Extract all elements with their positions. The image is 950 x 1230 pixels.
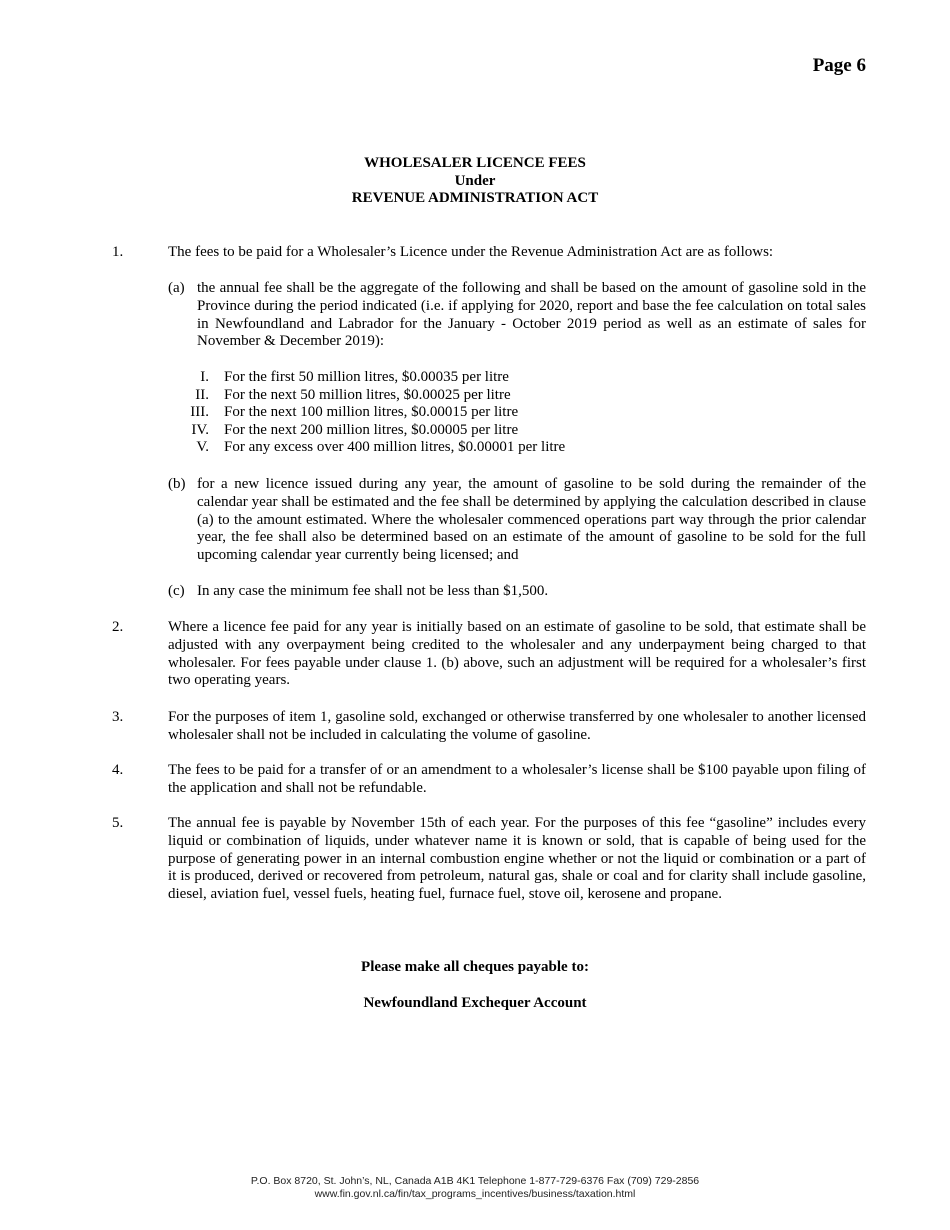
fee-tier [0, 422, 950, 440]
clause-text: In any case the minimum fee shall not be less than $1,500. [197, 583, 549, 599]
tier-numeral: I. [200, 369, 209, 385]
footer-url[interactable]: www.fin.gov.nl.ca/fin/tax_programs_incentives/business/taxation.html [314, 1188, 636, 1200]
tier-text: For the next 200 million litres, $0.00005 per litre [224, 421, 519, 438]
footer [0, 1175, 950, 1201]
fee-tier-list [0, 369, 950, 457]
document-title [0, 155, 950, 208]
tier-numeral: III. [190, 404, 209, 421]
item-number: 3. [112, 709, 124, 725]
footer-address: P.O. Box 8720, St. John’s, NL, Canada A1B 4K1 Telephone 1-877-729-6376 Fax (709) 729-2856 [250, 1175, 700, 1187]
page-number: Page 6 [812, 55, 866, 76]
item-text: The fees to be paid for a transfer of or an amendment to a wholesaler’s license shall be $100 payable upon filing of the application and shall not be refundable. [168, 762, 866, 796]
tier-text: For the first 50 million litres, $0.00035 per litre [224, 369, 509, 385]
payment-instruction: Please make all cheques payable to: [361, 959, 589, 975]
clause-label: (b) [168, 476, 186, 492]
payee-name: Newfoundland Exchequer Account [363, 995, 587, 1011]
item-number: 5. [112, 815, 124, 831]
title-line-2: Under [454, 172, 496, 189]
tier-text: For the next 100 million litres, $0.00015 per litre [224, 404, 519, 421]
clause-text: for a new licence issued during any year, the amount of gasoline to be sold during the remainder of the calendar year shall be estimated and the fee shall be determined by applying the calculation described in clause (a) to the amount estimated. Where the wholesaler commenced operations part way through the prior calendar year, the fee shall also be determined based on an estimate of the amount of gasoline to be sold for the full upcoming calendar year currently being licensed; and [197, 476, 866, 564]
clause-text: the annual fee shall be the aggregate of the following and shall be based on the amount of gasoline sold in the Province during the period indicated (i.e. if applying for 2020, report and base the fee calculation on total sales in Newfoundland and Labrador for the January - October 2019 period as well as an estimate of sales for November & December 2019): [197, 280, 866, 350]
item-text: Where a licence fee paid for any year is initially based on an estimate of gasoline to be sold, that estimate shall be adjusted with any overpayment being credited to the wholesaler and any underpayment being charged to that wholesaler. For fees payable under clause 1. (b) above, such an adjustment will be required for a wholesaler’s first two operating years. [168, 619, 866, 689]
tier-text: For any excess over 400 million litres, $0.00001 per litre [224, 439, 566, 456]
item-text: The fees to be paid for a Wholesaler’s Licence under the Revenue Administration Act are as follows: [168, 244, 774, 260]
item-number: 2. [112, 619, 124, 635]
clause-label: (c) [168, 583, 185, 599]
fee-tier [0, 404, 950, 422]
title-line-1: WHOLESALER LICENCE FEES [364, 155, 586, 171]
fee-tier [0, 369, 950, 387]
item-number: 4. [112, 762, 124, 778]
tier-text: For the next 50 million litres, $0.00025 per litre [224, 386, 511, 403]
fee-tier [0, 387, 950, 405]
title-line-3: REVENUE ADMINISTRATION ACT [351, 190, 599, 206]
item-number: 1. [112, 244, 124, 260]
tier-numeral: IV. [191, 421, 209, 438]
tier-numeral: V. [196, 439, 209, 456]
tier-numeral: II. [195, 386, 209, 403]
item-text: The annual fee is payable by November 15th of each year. For the purposes of this fee “gasoline” includes every liquid or combination of liquids, under whatever name it is known or sold, that is capable of being used for the purpose of generating power in an internal combustion engine whether or not the liquid or combination or a part of it is produced, derived or recovered from petroleum, natural gas, shale or coal and for clarity shall include gasoline, diesel, aviation fuel, vessel fuels, heating fuel, furnace fuel, stove oil, kerosene and propane. [168, 815, 866, 903]
fee-tier [0, 439, 950, 457]
clause-label: (a) [168, 280, 185, 296]
item-text: For the purposes of item 1, gasoline sold, exchanged or otherwise transferred by one wholesaler to another licensed wholesaler shall not be included in calculating the volume of gasoline. [168, 709, 866, 743]
